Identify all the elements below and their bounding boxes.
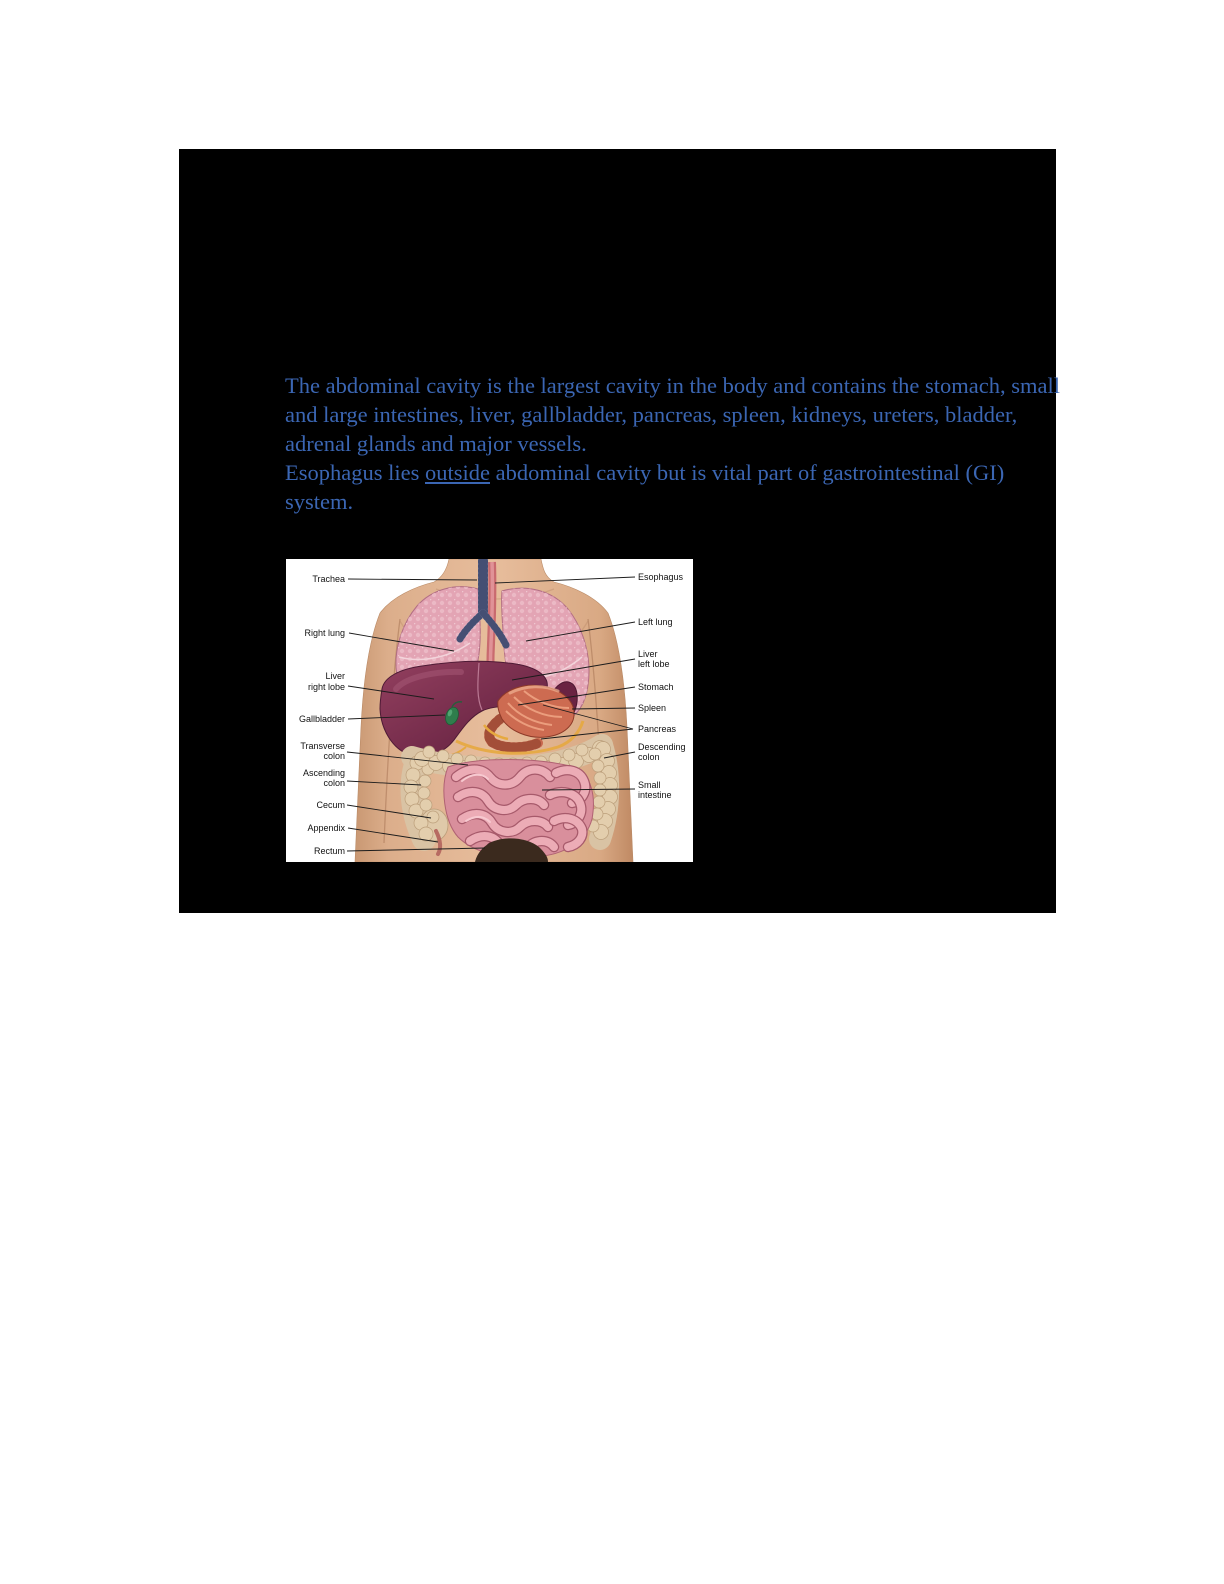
label-appendix: Appendix bbox=[307, 823, 345, 833]
label-liver-line2: right lobe bbox=[307, 682, 345, 692]
label-stomach: Stomach bbox=[638, 682, 674, 692]
label-left-lung: Left lung bbox=[638, 617, 673, 627]
label-transverse-line1: Transverse bbox=[300, 741, 345, 751]
anatomy-figure bbox=[286, 559, 693, 862]
paragraph-abdominal-cavity: The abdominal cavity is the largest cavity in the body and contains the stomach, small and large intestines, liver, gallbladder, pancreas, spleen, kidneys, ureters, bladder, adrenal glands and major vessels. bbox=[285, 373, 1061, 456]
label-gallbladder: Gallbladder bbox=[298, 714, 345, 724]
label-ascending-line2: colon bbox=[323, 778, 345, 788]
label-esophagus: Esophagus bbox=[638, 572, 684, 582]
label-rectum: Rectum bbox=[313, 846, 345, 856]
label-transverse-line2: colon bbox=[323, 751, 345, 761]
label-right-lung: Right lung bbox=[304, 628, 345, 638]
paragraph-esophagus-start: Esophagus lies bbox=[285, 460, 425, 485]
label-small-intestine-line2: intestine bbox=[638, 790, 672, 800]
label-spleen: Spleen bbox=[638, 703, 667, 713]
label-cecum: Cecum bbox=[316, 800, 345, 810]
label-liver-line1: Liver bbox=[325, 671, 345, 681]
label-trachea: Trachea bbox=[312, 574, 345, 584]
slide-black-panel bbox=[179, 149, 1061, 913]
label-ascending-line1: Ascending bbox=[302, 768, 345, 778]
anatomy-illustration bbox=[286, 559, 693, 862]
label-liver-left-line1: Liver bbox=[638, 649, 658, 659]
label-descending-line1: Descending bbox=[638, 742, 686, 752]
label-liver-left-line2: left lobe bbox=[638, 659, 670, 669]
label-pancreas: Pancreas bbox=[638, 724, 677, 734]
paragraph-esophagus bbox=[285, 458, 1065, 516]
paragraph-esophagus-end: abdominal cavity but is vital part of gastrointestinal (GI) system. bbox=[285, 460, 1005, 514]
label-descending-line2: colon bbox=[638, 752, 660, 762]
label-small-intestine-line1: Small bbox=[638, 780, 661, 790]
underlined-word-outside: outside bbox=[425, 460, 490, 485]
body-text bbox=[285, 371, 1065, 516]
